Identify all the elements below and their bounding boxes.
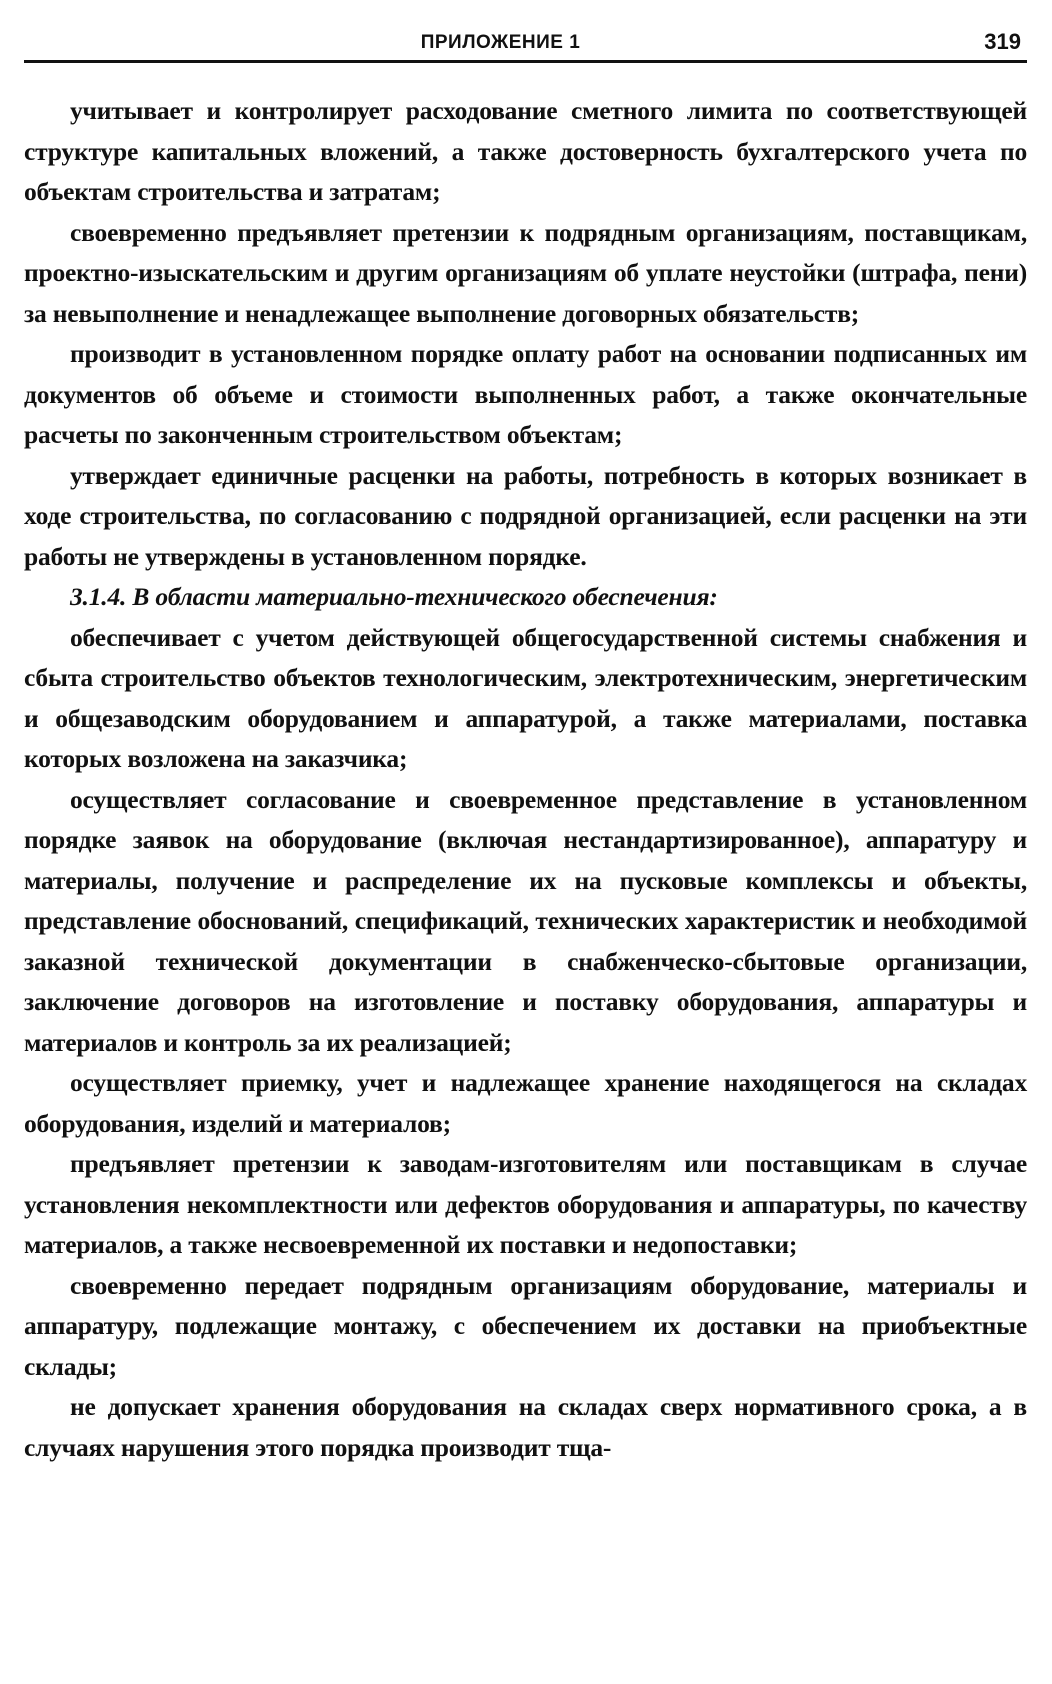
- paragraph-equipment-supply: обеспечивает с учетом действующей общегосударственной системы снабжения и сбыта строительство объектов технологическим, электротехническим, энергетическим и общезаводским оборудованием и аппаратурой, а также материалами, поставка которых возложена на заказчика;: [24, 622, 1027, 773]
- paragraph-storage-acceptance: осуществляет приемку, учет и надлежащее хранение находящегося на складах оборудования, изделий и материалов;: [24, 1068, 1027, 1138]
- text-body: [24, 91, 1027, 1468]
- paragraph-manufacturer-claims: предъявляет претензии к заводам-изготовителям или поставщикам в случае установления некомплектности или дефектов оборудования и аппаратуры, по качеству материалов, а также несвоевременной их поставки и недопоставки;: [24, 1149, 1027, 1259]
- page-number: 319: [984, 29, 1021, 54]
- section-title: В области материально-технического обеспечения:: [132, 582, 718, 611]
- paragraph-expense-control: учитывает и контролирует расходование сметного лимита по соответствующей структуре капитальных вложений, а также достоверность бухгалтерского учета по объектам строительства и затратам;: [24, 96, 1027, 206]
- book-page: [24, 20, 1027, 1660]
- section-number: 3.1.4.: [70, 582, 127, 611]
- section-heading: [24, 577, 1027, 618]
- paragraph-unit-rates: утверждает единичные расценки на работы, потребность в которых возникает в ходе строительства, по согласованию с подрядной организацией, если расценки на эти работы не утверждены в установленном порядке.: [24, 460, 1027, 571]
- running-header: [24, 20, 1027, 63]
- paragraph-equipment-transfer: своевременно передает подрядным организациям оборудование, материалы и аппаратуру, подлежащие монтажу, с обеспечением их доставки на приобъектные склады;: [24, 1270, 1027, 1381]
- running-title: ПРИЛОЖЕНИЕ 1: [420, 32, 581, 53]
- paragraph-contractor-claims: своевременно предъявляет претензии к подрядным организациям, поставщикам, проектно-изыскательским и другим организациям об уплате неустойки (штрафа, пени) за невыполнение и ненадлежащее выполнение договорных обязательств;: [24, 217, 1027, 328]
- paragraph-storage-limits: не допускает хранения оборудования на складах сверх нормативного срока, а в случаях нарушения этого порядка производит тща-: [24, 1392, 1027, 1462]
- paragraph-work-payment: производит в установленном порядке оплату работ на основании подписанных им документов об объеме и стоимости выполненных работ, а также окончательные расчеты по законченным строительством объектам;: [24, 339, 1027, 449]
- paragraph-orders-agreement: осуществляет согласование и своевременное представление в установленном порядке заявок на оборудование (включая нестандартизированное), аппаратуру и материалы, получение и распределение их на пусковые комплексы и объекты, представление обоснований, спецификаций, технических характеристик и необходимой заказной технической документации в снабженческо-сбытовые организации, заключение договоров на изготовление и поставку оборудования, аппаратуры и материалов и контроль за их реализацией;: [24, 784, 1027, 1057]
